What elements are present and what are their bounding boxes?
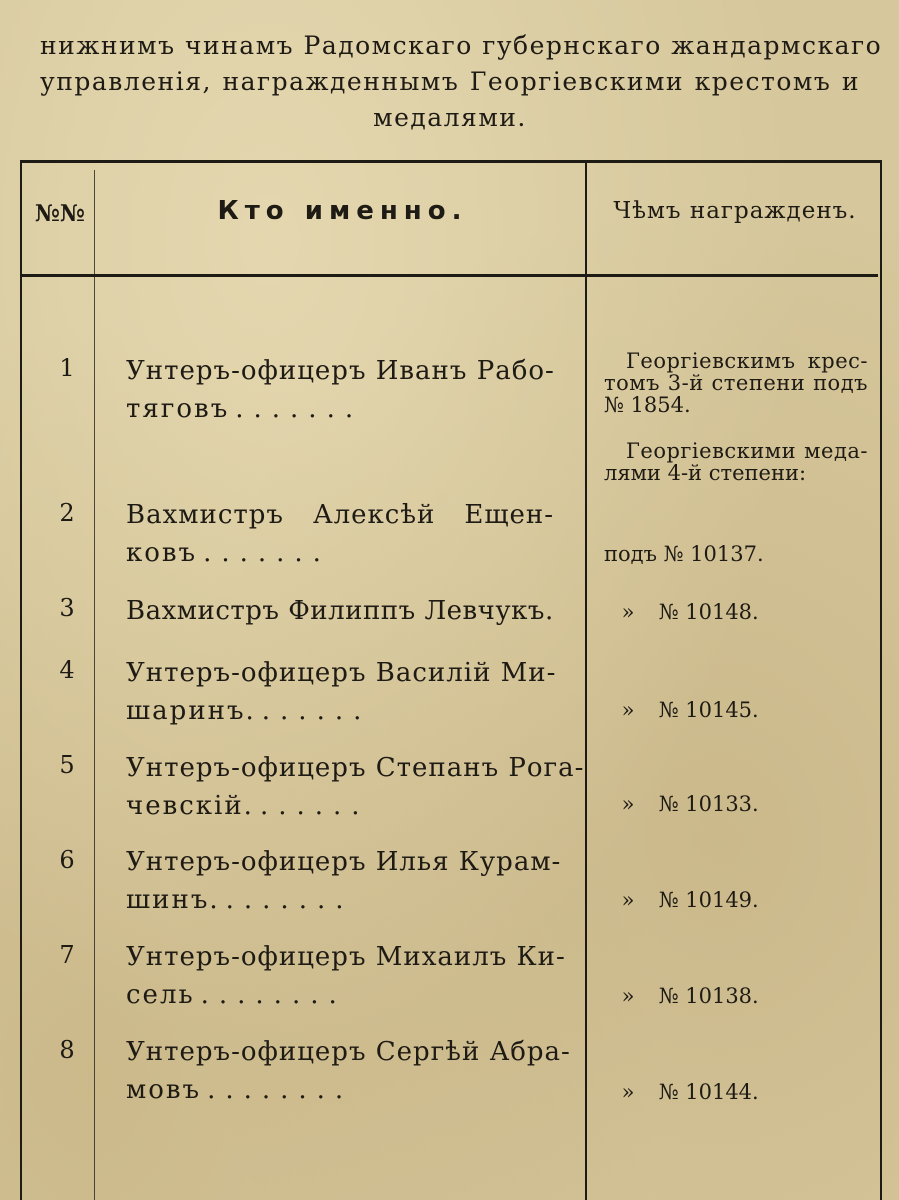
award-reference (604, 984, 759, 1008)
name-line: Унтеръ-офицеръ Михаилъ Ки- (126, 942, 566, 972)
heading-line-1: нижнимъ чинамъ Радомскаго губернскаго жандармскаго (40, 31, 883, 60)
row-number: 7 (59, 941, 75, 969)
row-name (126, 352, 554, 428)
row-number: 8 (59, 1036, 75, 1064)
ditto-mark: » (621, 600, 635, 624)
name-line: тяговъ (126, 394, 230, 424)
award-number: № 10148. (658, 600, 759, 624)
award-number: № 10137. (663, 542, 764, 566)
row-number: 3 (59, 594, 75, 622)
table-right-border (880, 162, 882, 1200)
row-name (126, 938, 566, 1014)
award-reference (604, 600, 759, 624)
row-name (126, 496, 554, 572)
leader-dots: ....... (225, 885, 354, 915)
award-number: № 10149. (658, 888, 759, 912)
row-name (126, 843, 562, 919)
leader-dots: ........ (200, 980, 347, 1010)
award-reference (604, 698, 759, 722)
name-line: Унтеръ-офицеръ Иванъ Рабо- (126, 356, 555, 386)
award-reference (604, 888, 759, 912)
heading-line-3: медалями. (373, 103, 527, 132)
award-number: № 10138. (658, 984, 759, 1008)
name-line: Унтеръ-офицеръ Степанъ Рога- (126, 753, 585, 783)
leader-dots: ....... (235, 394, 364, 424)
award-reference (604, 1080, 759, 1104)
ditto-mark: » (621, 984, 635, 1008)
name-line: Вахмистръ Филиппъ Левчукъ. (126, 596, 554, 626)
column-divider-award (585, 162, 587, 1200)
leader-dots: ...... (259, 791, 370, 821)
leader-dots: ...... (261, 696, 372, 726)
award-line: № 1854. (604, 393, 691, 417)
name-line: Унтеръ-офицеръ Илья Курам- (126, 847, 562, 877)
award-line: томъ 3-й степени подъ (604, 371, 868, 395)
name-line: мовъ (126, 1075, 202, 1105)
row-award (604, 350, 868, 416)
name-line: Унтеръ-офицеръ Сергѣй Абра- (126, 1037, 571, 1067)
award-number: № 10145. (658, 698, 759, 722)
award-number: № 10133. (658, 792, 759, 816)
award-note-line: лями 4-й степени: (604, 461, 807, 485)
ditto-mark: » (621, 698, 635, 722)
name-line: Унтеръ-офицеръ Василій Ми- (126, 658, 557, 688)
award-reference (604, 542, 764, 566)
award-note-line: Георгіевскими меда- (626, 439, 868, 463)
ditto-mark: подъ (604, 542, 657, 566)
row-name (126, 592, 554, 630)
table-top-rule (20, 160, 882, 163)
table-header-rule (20, 274, 878, 277)
row-number: 1 (59, 354, 75, 382)
column-header-award: Чѣмъ награжденъ. (613, 198, 857, 224)
table-left-border (20, 162, 22, 1200)
name-line: сель (126, 980, 195, 1010)
row-number: 2 (59, 499, 75, 527)
column-header-who: Кто именно. (217, 196, 468, 226)
heading-line-2: управленія, награжденнымъ Георгіевскими крестомъ и (40, 67, 860, 96)
ditto-mark: » (621, 888, 635, 912)
name-line: ковъ (126, 538, 198, 568)
award-note (604, 440, 868, 484)
row-number: 4 (59, 656, 75, 684)
name-line: шинъ. (126, 885, 220, 915)
award-reference (604, 792, 759, 816)
award-line: Георгіевскимъ крес- (626, 349, 868, 373)
row-name (126, 749, 585, 825)
ditto-mark: » (621, 792, 635, 816)
row-name (126, 1033, 571, 1109)
row-number: 6 (59, 846, 75, 874)
row-number: 5 (59, 751, 75, 779)
row-name (126, 654, 557, 730)
ditto-mark: » (621, 1080, 635, 1104)
award-number: № 10144. (658, 1080, 759, 1104)
name-line: шаринъ. (126, 696, 256, 726)
leader-dots: ........ (207, 1075, 354, 1105)
column-header-number: №№ (35, 200, 85, 227)
name-line: Вахмистръ Алексѣй Ещен- (126, 500, 554, 530)
name-line: чевскій. (126, 791, 254, 821)
leader-dots: ....... (203, 538, 331, 568)
